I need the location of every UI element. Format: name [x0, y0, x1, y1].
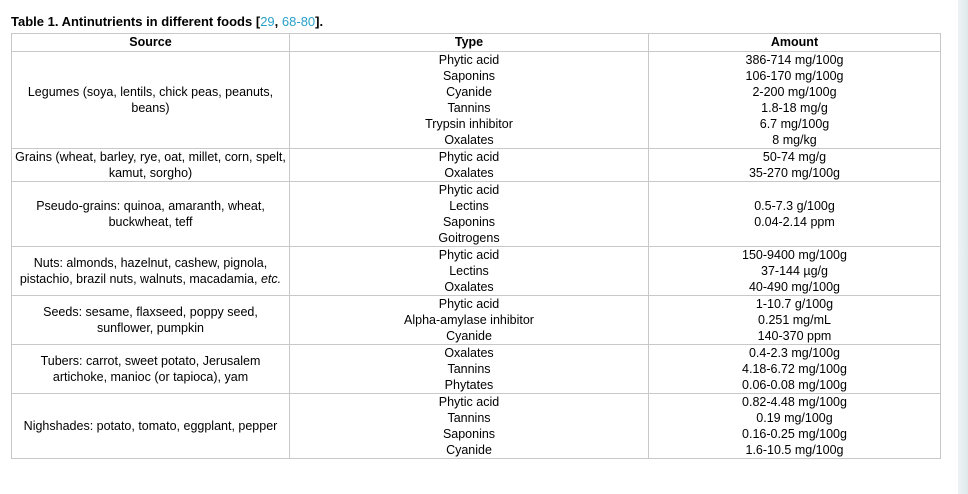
amount-item: 106-170 mg/100g [745, 69, 844, 83]
type-cell [290, 296, 649, 345]
source-cell [12, 182, 290, 247]
table-row [12, 394, 941, 459]
reference-link-29[interactable]: 29 [260, 14, 275, 29]
table-caption [11, 14, 323, 29]
amount-cell [649, 247, 941, 296]
type-cell [290, 149, 649, 182]
amount-cell [649, 296, 941, 345]
source-text: Seeds: sesame, flaxseed, poppy seed, sunflower, pumpkin [43, 305, 258, 335]
type-item: Phytic acid [438, 183, 500, 197]
table-row [12, 52, 941, 149]
type-cell [290, 182, 649, 247]
header-type: Type [290, 34, 649, 52]
amount-item: 0.4-2.3 mg/100g [748, 346, 841, 360]
table-row [12, 182, 941, 247]
amount-item: 0.251 mg/mL [758, 313, 831, 327]
type-item: Oxalates [444, 346, 494, 360]
header-source: Source [12, 34, 290, 52]
header-row [12, 34, 941, 52]
source-text: Tubers: carrot, sweet potato, Jerusalem artichoke, manioc (or tapioca), yam [40, 354, 261, 384]
amount-item: 0.5-7.3 g/100g [754, 199, 835, 213]
type-item: Cyanide [446, 443, 492, 457]
source-text: Legumes (soya, lentils, chick peas, peanuts, beans) [27, 85, 274, 115]
amount-item: 386-714 mg/100g [745, 53, 844, 67]
reference-link-68[interactable]: 68 [281, 14, 297, 29]
amount-cell [649, 149, 941, 182]
source-cell [12, 52, 290, 149]
amount-item: 0.04-2.14 ppm [754, 215, 835, 229]
source-cell [12, 394, 290, 459]
type-item: Cyanide [446, 85, 492, 99]
type-item: Phytic acid [438, 395, 500, 409]
source-text: Grains (wheat, barley, rye, oat, millet, corn, spelt, kamut, sorgho) [15, 150, 286, 180]
type-item: Phytates [444, 378, 494, 392]
amount-cell [649, 52, 941, 149]
page-edge [958, 0, 968, 494]
type-item: Lectins [449, 264, 489, 278]
amount-item: 0.82-4.48 mg/100g [742, 395, 847, 409]
amount-item: 1.8-18 mg/g [761, 101, 828, 115]
type-item: Lectins [449, 199, 489, 213]
type-item: Oxalates [444, 166, 494, 180]
type-item: Phytic acid [438, 150, 500, 164]
table-row [12, 296, 941, 345]
source-cell [12, 296, 290, 345]
source-text: Pseudo-grains: quinoa, amaranth, wheat, buckwheat, teff [36, 199, 265, 229]
type-item: Tannins [447, 411, 491, 425]
table-row [12, 345, 941, 394]
type-cell [290, 247, 649, 296]
type-item: Alpha-amylase inhibitor [404, 313, 534, 327]
header-amount: Amount [649, 34, 941, 52]
type-item: Oxalates [444, 133, 494, 147]
caption-bracket-open: [ [252, 14, 261, 29]
amount-item: 0.16-0.25 mg/100g [742, 427, 847, 441]
amount-item: 2-200 mg/100g [752, 85, 837, 99]
amount-item: 6.7 mg/100g [759, 117, 830, 131]
source-cell [12, 247, 290, 296]
reference-link-80[interactable]: 80 [300, 14, 316, 29]
amount-cell [649, 394, 941, 459]
source-text: Nuts: almonds, hazelnut, cashew, pignola, pistachio, brazil nuts, walnuts, macadamia, [19, 256, 268, 286]
type-item: Cyanide [446, 329, 492, 343]
type-item: Saponins [442, 215, 496, 229]
amount-item: 50-74 mg/g [762, 150, 827, 164]
type-cell [290, 52, 649, 149]
source-etc-text: etc. [260, 272, 282, 286]
table-row [12, 149, 941, 182]
table-body [12, 52, 941, 459]
amount-item: 0.06-0.08 mg/100g [742, 378, 847, 392]
type-item: Oxalates [444, 280, 494, 294]
caption-separator: , [274, 14, 282, 29]
amount-item: 40-490 mg/100g [748, 280, 841, 294]
source-cell [12, 345, 290, 394]
amount-item: 150-9400 mg/100g [742, 248, 847, 262]
amount-item: 35-270 mg/100g [748, 166, 841, 180]
amount-cell [649, 182, 941, 247]
caption-bracket-close: ]. [315, 14, 324, 29]
amount-cell [649, 345, 941, 394]
type-item: Phytic acid [438, 53, 500, 67]
table-row [12, 247, 941, 296]
amount-item: 4.18-6.72 mg/100g [742, 362, 847, 376]
reference-range-dash: - [296, 14, 301, 29]
amount-item: 1.6-10.5 mg/100g [745, 443, 844, 457]
amount-item: 37-144 µg/g [761, 264, 828, 278]
source-cell [12, 149, 290, 182]
source-text: Nighshades: potato, tomato, eggplant, pepper [23, 419, 278, 433]
antinutrients-table [11, 33, 941, 459]
type-item: Phytic acid [438, 248, 500, 262]
type-item: Saponins [442, 427, 496, 441]
amount-item: 8 mg/kg [772, 133, 817, 147]
caption-title: Table 1. Antinutrients in different foods [11, 14, 253, 29]
type-item: Goitrogens [438, 231, 500, 245]
type-item: Saponins [442, 69, 496, 83]
amount-item: 1-10.7 g/100g [755, 297, 834, 311]
amount-item: 0.19 mg/100g [756, 411, 833, 425]
amount-item: 140-370 ppm [757, 329, 832, 343]
type-item: Tannins [447, 101, 491, 115]
type-item: Trypsin inhibitor [425, 117, 513, 131]
type-cell [290, 394, 649, 459]
type-item: Phytic acid [438, 297, 500, 311]
type-cell [290, 345, 649, 394]
type-item: Tannins [447, 362, 491, 376]
